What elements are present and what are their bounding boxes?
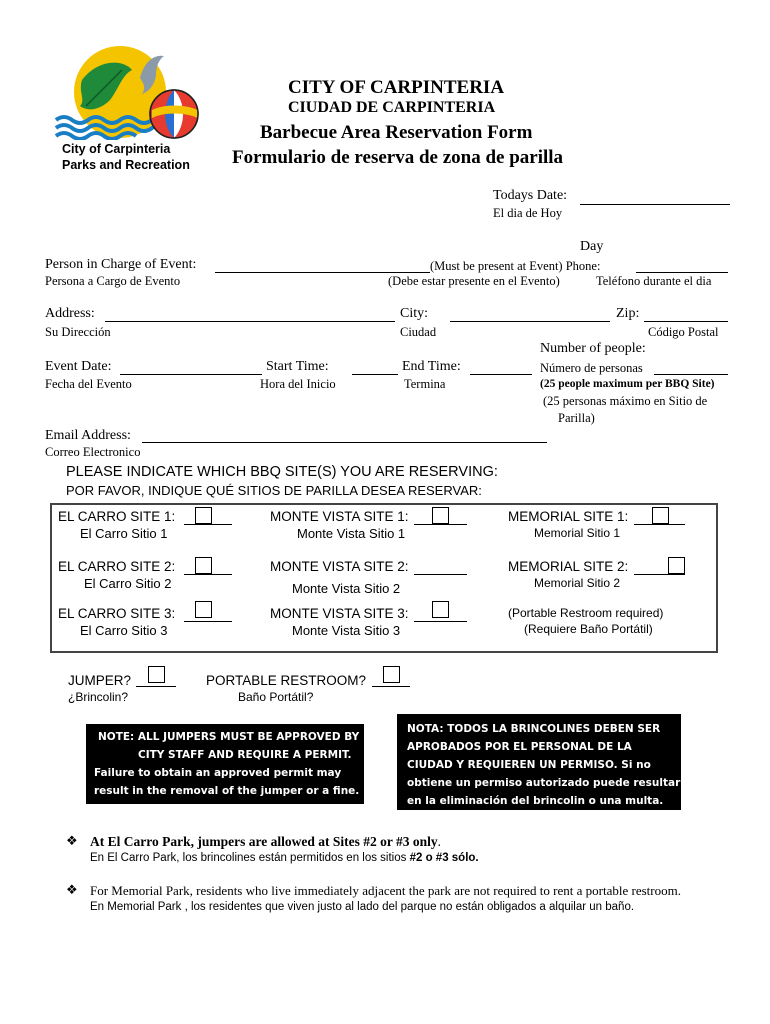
- phone-es: Teléfono durante el dia: [596, 274, 712, 288]
- el-carro-site-2-checkbox[interactable]: [195, 557, 212, 574]
- phone-field[interactable]: [636, 258, 728, 273]
- restroom-es: Baño Portátil?: [238, 690, 314, 704]
- memorial-site-2-es: Memorial Sitio 2: [534, 576, 621, 590]
- bullet1-es: [90, 852, 479, 864]
- monte-vista-site-1-label: MONTE VISTA SITE 1:: [270, 509, 409, 524]
- bullet1-en-tail: .: [437, 834, 441, 849]
- event-date-field[interactable]: [120, 360, 262, 375]
- memorial-restroom-note: (Portable Restroom required): [508, 606, 664, 620]
- note-es-line5: en la eliminación del brincolin o una multa.: [407, 795, 664, 807]
- person-label: Person in Charge of Event:: [45, 257, 197, 272]
- bullet1-es-bold: #2 o #3 sólo.: [409, 852, 479, 864]
- memorial-site-1-checkbox[interactable]: [652, 507, 669, 524]
- form-title-es: Formulario de reserva de zona de parilla: [232, 147, 564, 168]
- person-es: Persona a Cargo de Evento: [45, 274, 181, 288]
- el-carro-site-3-line: [184, 621, 232, 622]
- monte-vista-site-2-label: MONTE VISTA SITE 2:: [270, 559, 409, 574]
- jumper-line: [136, 686, 176, 687]
- max-people-note-es-2: Parilla): [558, 411, 595, 425]
- max-people-note: (25 people maximum per BBQ Site): [540, 378, 715, 390]
- sites-heading: PLEASE INDICATE WHICH BBQ SITE(S) YOU ARE RESERVING:: [66, 464, 498, 480]
- start-time-label: Start Time:: [266, 359, 329, 374]
- email-es: Correo Electronico: [45, 445, 141, 459]
- monte-vista-site-1-es: Monte Vista Sitio 1: [297, 526, 406, 541]
- note-en-line4: result in the removal of the jumper or a fine.: [94, 785, 360, 797]
- address-label: Address:: [45, 306, 95, 321]
- parks-logo: [52, 40, 202, 180]
- day-label: Day: [580, 239, 604, 254]
- jumper-es: ¿Brincolin?: [68, 690, 129, 704]
- monte-vista-site-3-checkbox[interactable]: [432, 601, 449, 618]
- city-title: CITY OF CARPINTERIA: [288, 77, 505, 98]
- monte-vista-site-3-label: MONTE VISTA SITE 3:: [270, 606, 409, 621]
- address-es: Su Dirección: [45, 325, 111, 339]
- el-carro-site-1-label: EL CARRO SITE 1:: [58, 509, 176, 524]
- bullet1-es-text: En El Carro Park, los brincolines están permitidos en los sitios: [90, 852, 410, 864]
- end-time-es: Termina: [404, 377, 446, 391]
- logo-graphic-icon: [52, 40, 202, 140]
- event-date-es: Fecha del Evento: [45, 377, 132, 391]
- el-carro-site-3-es: El Carro Sitio 3: [80, 623, 168, 638]
- memorial-site-1-es: Memorial Sitio 1: [534, 526, 621, 540]
- bullet2-es: En Memorial Park , los residentes que viven justo al lado del parque no están obligados a alquilar un baño.: [90, 901, 635, 913]
- diamond-bullet-icon: ❖: [66, 833, 78, 848]
- restroom-label: PORTABLE RESTROOM?: [206, 673, 367, 688]
- monte-vista-site-3-es: Monte Vista Sitio 3: [292, 623, 401, 638]
- memorial-site-1-label: MEMORIAL SITE 1:: [508, 509, 629, 524]
- monte-vista-site-2-es: Monte Vista Sitio 2: [292, 581, 401, 596]
- start-time-field[interactable]: [352, 360, 398, 375]
- jumper-label: JUMPER?: [68, 673, 132, 688]
- logo-line2: Parks and Recreation: [62, 158, 190, 172]
- note-es-line4: obtiene un permiso autorizado puede resultar: [407, 777, 681, 789]
- monte-vista-site-3-line: [414, 621, 467, 622]
- start-time-es: Hora del Inicio: [260, 377, 336, 391]
- el-carro-site-3-checkbox[interactable]: [195, 601, 212, 618]
- el-carro-site-1-checkbox[interactable]: [195, 507, 212, 524]
- num-people-label: Number of people:: [540, 341, 646, 356]
- jumper-note-es: [397, 714, 681, 810]
- memorial-site-2-checkbox[interactable]: [668, 557, 685, 574]
- note-es-line2: APROBADOS POR EL PERSONAL DE LA: [407, 741, 632, 753]
- jumper-checkbox[interactable]: [148, 666, 165, 683]
- sites-heading-es: POR FAVOR, INDIQUE QUÉ SITIOS DE PARILLA DESEA RESERVAR:: [66, 483, 482, 498]
- city-title-es: CIUDAD DE CARPINTERIA: [288, 99, 496, 116]
- monte-vista-site-2-line[interactable]: [414, 574, 467, 575]
- diamond-bullet-icon: ❖: [66, 882, 78, 897]
- must-present-es: (Debe estar presente en el Evento): [388, 274, 560, 288]
- city-label: City:: [400, 306, 429, 321]
- restroom-line: [372, 686, 410, 687]
- monte-vista-site-1-checkbox[interactable]: [432, 507, 449, 524]
- logo-line1: City of Carpinteria: [62, 142, 171, 156]
- end-time-label: End Time:: [402, 359, 461, 374]
- el-carro-site-2-es: El Carro Sitio 2: [84, 576, 172, 591]
- todays-date-field[interactable]: [580, 190, 730, 205]
- note-es-line3: CIUDAD Y REQUIEREN UN PERMISO. Si no: [407, 759, 651, 771]
- event-date-label: Event Date:: [45, 359, 112, 374]
- must-present-label: (Must be present at Event) Phone:: [430, 259, 601, 273]
- zip-field[interactable]: [644, 307, 728, 322]
- bullet1-en: [90, 834, 441, 850]
- bullet2-en: For Memorial Park, residents who live immediately adjacent the park are not required to rent a portable restroom.: [90, 883, 681, 898]
- end-time-field[interactable]: [470, 360, 532, 375]
- city-field[interactable]: [450, 307, 610, 322]
- zip-es: Código Postal: [648, 325, 719, 339]
- city-es: Ciudad: [400, 325, 437, 339]
- note-en-line1: NOTE: ALL JUMPERS MUST BE APPROVED BY: [98, 731, 360, 743]
- memorial-restroom-note-es: (Requiere Baño Portátil): [524, 622, 653, 636]
- memorial-site-1-line: [634, 524, 685, 525]
- max-people-note-es-1: (25 personas máximo en Sitio de: [543, 394, 708, 408]
- restroom-checkbox[interactable]: [383, 666, 400, 683]
- email-field[interactable]: [142, 428, 547, 443]
- el-carro-site-2-label: EL CARRO SITE 2:: [58, 559, 176, 574]
- el-carro-site-3-label: EL CARRO SITE 3:: [58, 606, 176, 621]
- address-field[interactable]: [105, 307, 395, 322]
- memorial-site-2-line: [634, 574, 685, 575]
- todays-date-es: El dia de Hoy: [493, 206, 563, 220]
- note-en-line2: CITY STAFF AND REQUIRE A PERMIT.: [138, 749, 352, 761]
- num-people-es: Número de personas: [540, 361, 643, 375]
- memorial-site-2-label: MEMORIAL SITE 2:: [508, 559, 629, 574]
- email-label: Email Address:: [45, 428, 131, 443]
- note-es-line1: NOTA: TODOS LA BRINCOLINES DEBEN SER: [407, 723, 661, 735]
- zip-label: Zip:: [616, 306, 640, 321]
- el-carro-site-1-line: [184, 524, 232, 525]
- jumper-note-en: [86, 724, 364, 804]
- monte-vista-site-1-line: [414, 524, 467, 525]
- num-people-field[interactable]: [654, 360, 728, 375]
- bullet1-en-bold: At El Carro Park, jumpers are allowed at Sites #2 or #3 only: [90, 834, 438, 849]
- todays-date-label: Todays Date:: [493, 188, 568, 203]
- form-title: Barbecue Area Reservation Form: [260, 122, 533, 143]
- el-carro-site-1-es: El Carro Sitio 1: [80, 526, 168, 541]
- note-en-line3: Failure to obtain an approved permit may: [94, 767, 342, 779]
- person-field[interactable]: [215, 258, 430, 273]
- el-carro-site-2-line: [184, 574, 232, 575]
